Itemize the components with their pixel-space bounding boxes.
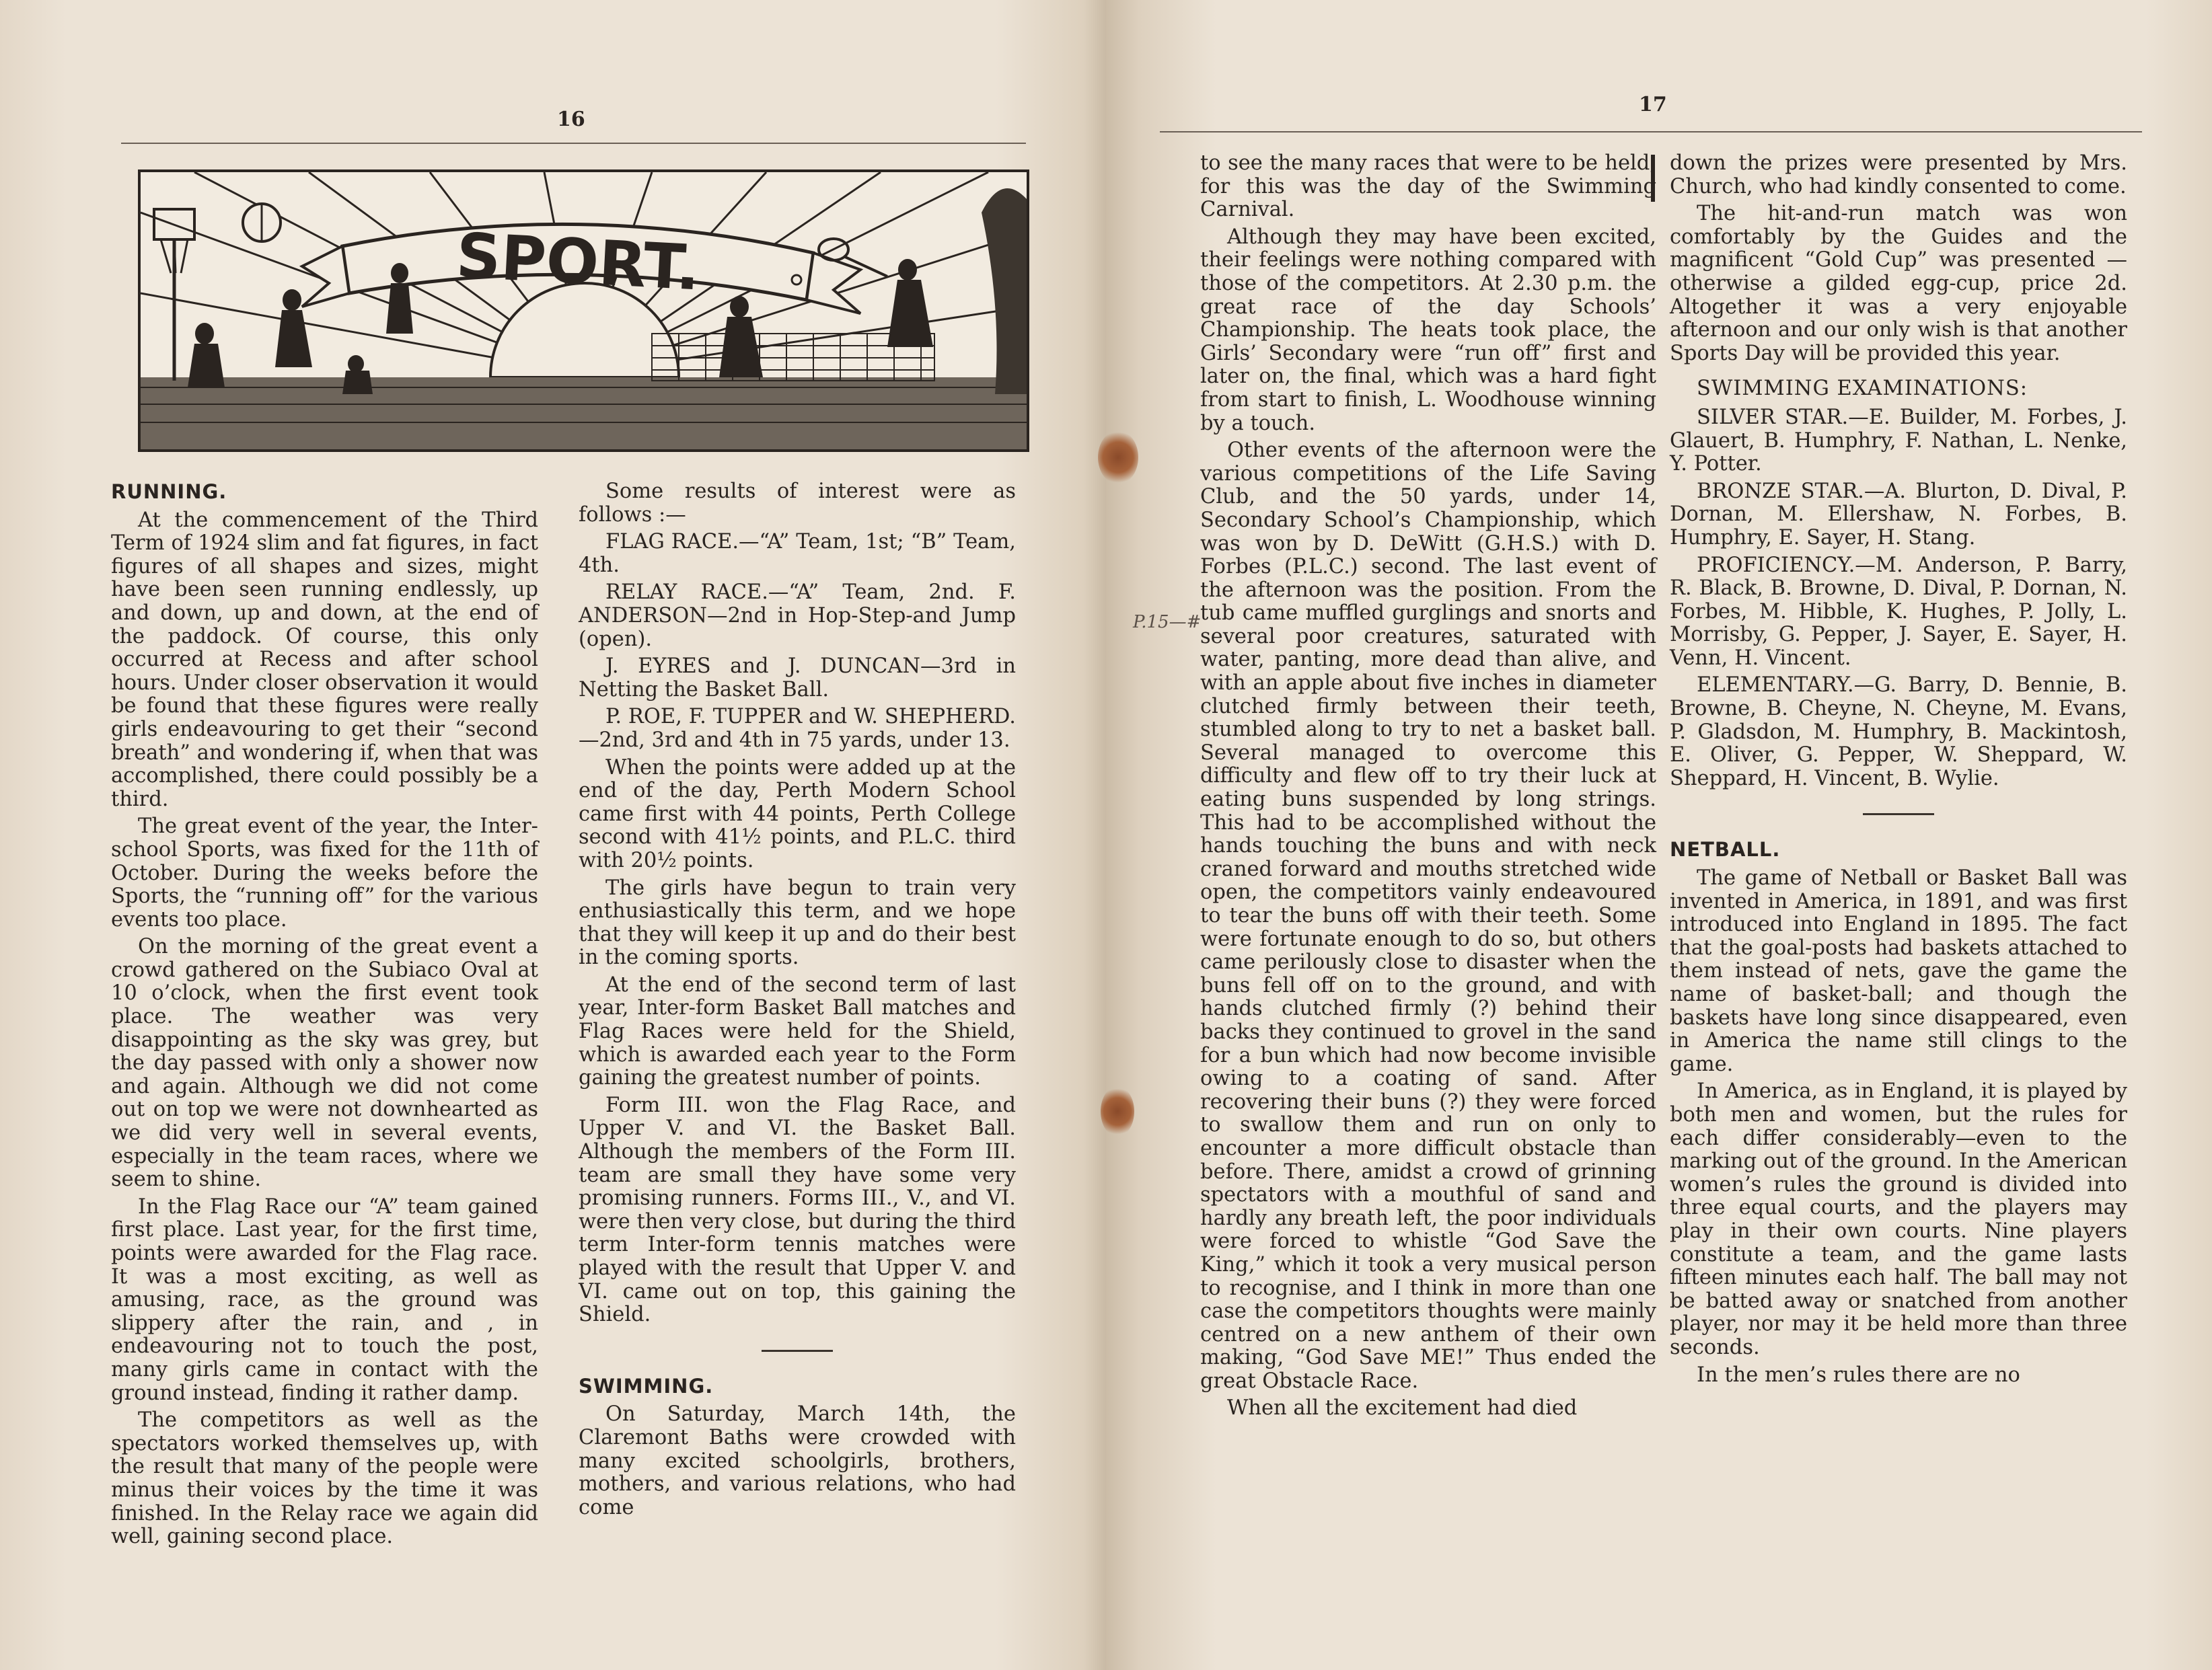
section-divider — [1863, 813, 1934, 815]
paragraph: In America, as in England, it is played by both men and women, but the rules for each differ considerably—even to the marking out of the ground. In the American women’s rules the ground is divided into three equal courts, and the players may play in their own courts. Nine players constitute a team, and the game lasts fifteen minutes each half. The ball may not be batted away or snatched from another player, nor may it be held more than three seconds. — [1670, 1079, 2127, 1359]
header-rule — [1160, 131, 2142, 132]
paragraph: Some results of interest were as follows :— — [579, 480, 1016, 527]
paragraph: When the points were added up at the end of the day, Perth Modern School came first with 44 points, Perth College second with 41½ points, and P.L.C. third with 20½ points. — [579, 755, 1016, 872]
paper-stain — [1098, 430, 1138, 484]
paragraph: At the commencement of the Third Term of 1924 slim and fat figures, in fact figures of all shapes and sizes, might have been seen running endlessly, up and down, up and down, at the end of the paddock. Of course, this only occurred at Recess and after school hours. Under closer observation it would be found that these figures were really girls endeavouring to get their “second breath” and wondering if, when that was accomplished, there could possibly be a third. — [111, 508, 538, 811]
paragraph: P. ROE, F. TUPPER and W. SHEPHERD.—2nd, 3rd and 4th in 75 yards, under 13. — [579, 705, 1016, 752]
section-heading: NETBALL. — [1670, 838, 1781, 862]
margin-note: P.15—# — [1133, 612, 1202, 632]
right-column-1 — [1200, 152, 1656, 1425]
paragraph: The hit-and-run match was won comfortably by the Guides and the magnificent “Gold Cup” was presented —otherwise a gilded egg-cup, price 2d. Altogether it was a very enjoyable afternoon and our only wish is that another Sports Day will be provided this year. — [1670, 202, 2127, 365]
continued-paragraph: to see the many races that were to be held, for this was the day of the Swimming Carnival. — [1200, 151, 1656, 222]
paragraph: SILVER STAR.—E. Builder, M. Forbes, J. Glauert, B. Humphry, F. Nathan, L. Nenke, Y. Potter. — [1670, 405, 2127, 476]
section-heading: RUNNING. — [111, 480, 227, 503]
paragraph: PROFICIENCY.—M. Anderson, P. Barry, R. Black, B. Browne, D. Dival, P. Dornan, N. Forbes, M. Hibble, K. Hughes, P. Jolly, L. Morrisby, G. Pepper, J. Sayer, E. Sayer, H. Venn, H. Vincent. — [1670, 553, 2127, 670]
header-rule — [121, 143, 1026, 144]
left-column-1 — [111, 480, 538, 1553]
paragraph: At the end of the second term of last year, Inter-form Basket Ball matches and Flag Races were held for the Shield, which is awarded each year to the Form gaining the greatest number of points. — [579, 973, 1016, 1090]
paragraph: In the Flag Race our “A” team gained first place. Last year, for the first time, points were awarded for the Flag race. It was a most exciting, as well as amusing, race, as the ground was slippery after the rain, and , in endeavouring not to touch the post, many girls came in contact with the ground instead, finding it rather damp. — [111, 1194, 538, 1405]
paragraph: ELEMENTARY.—G. Barry, D. Bennie, B. Browne, B. Cheyne, N. Cheyne, M. Evans, P. Gladsdon, M. Humphry, B. Mackintosh, E. Oliver, G. Pepper, W. Sheppard, W. Sheppard, H. Vincent, B. Wylie. — [1670, 673, 2127, 790]
left-column-2 — [579, 480, 1016, 1523]
paragraph: In the men’s rules there are no — [1697, 1363, 2020, 1387]
banner-text: SPORT. — [454, 219, 702, 305]
page-number-17: 17 — [1639, 93, 1667, 116]
page-number-16: 16 — [557, 108, 585, 131]
right-column-2 — [1670, 152, 2127, 1391]
paragraph: BRONZE STAR.—A. Blurton, D. Dival, P. Dornan, M. Ellershaw, N. Forbes, B. Humphry, E. Sayer, H. Stang. — [1670, 479, 2127, 549]
section-heading: SWIMMING. — [579, 1374, 714, 1398]
paragraph: Other events of the afternoon were the various competitions of the Life Saving Club, and the 50 yards, under 14, Secondary School’s Championship, which was won by D. DeWitt (G.H.S.) with D. Forbes (P.L.C.) second. The last event of the afternoon was the position. From the tub came muffled gurglings and snorts and several poor creatures, saturated with water, panting, more dead than alive, and with an apple about five inches in diameter clutched firmly between their teeth, stumbled along to try to net a basket ball. Several managed to overcome this difficulty and flew off to try their luck at eating buns suspended by long strings. This had to be accomplished without the hands touching the buns and with neck craned forward and mouths stretched wide open, the competitors vainly endeavoured to tear the buns off with their teeth. Some were fortunate enough to do so, but others came perilously close to disaster when the buns fell off on to the ground, and with hands clutched firmly (?) behind their backs they continued to grovel in the sand for a bun which had now become invisible owing to a coating of sand. After recovering their buns (?) they were forced to swallow them and run on only to encounter a more difficult obstacle than before. There, amidst a crowd of grinning spectators with a mouthful of sand and hardly any breath left, the poor individuals were forced to whistle “God Save the King,” which it took a very musical person to recognise, and I think in more than one case the competitors thoughts were mainly centred on a new anthem of their own making, “God Save ME!” Thus ended the great Obstacle Race. — [1200, 439, 1656, 1393]
paragraph: The competitors as well as the spectators worked themselves up, with the result that many of the people were minus their voices by the time it was finished. In the Relay race we again did well, gaining second place. — [111, 1408, 538, 1549]
subheading: SWIMMING EXAMINATIONS: — [1697, 377, 2028, 401]
paragraph: The great event of the year, the Inter-school Sports, was fixed for the 11th of October. During the weeks before the Sports, the “running off” for the various events too place. — [111, 814, 538, 932]
paragraph: FLAG RACE.—“A” Team, 1st; “B” Team, 4th. — [579, 530, 1016, 577]
paragraph: The game of Netball or Basket Ball was invented in America, in 1891, and was first introduced into England in 1895. The fact that the goal-posts had baskets attached to them instead of nets, gave the game the name of basket-ball; and though the baskets have long since disappeared, even in America the name still clings to the game. — [1670, 866, 2127, 1076]
continued-paragraph: down the prizes were presented by Mrs. Church, who had kindly consented to come. — [1670, 151, 2127, 198]
paragraph: On the morning of the great event a crowd gathered on the Subiaco Oval at 10 o’clock, when the first event took place. The weather was very disappointing as the sky was grey, but the day passed with only a shower now and again. Although we did not come out on top we were not downhearted as we did very well in several events, especially in the team races, where we seem to shine. — [111, 935, 538, 1192]
paragraph: Form III. won the Flag Race, and Upper V. and VI. the Basket Ball. Although the members of the Form III. team are small they have some very promising runners. Forms III., V., and VI. were then very close, but during the third term Inter-form tennis matches were played with the result that Upper V. and VI. came out on top, this gaining the Shield. — [579, 1093, 1016, 1327]
sport-illustration — [138, 169, 1029, 452]
paragraph: The girls have begun to train very enthusiastically this term, and we hope that they will keep it up and do their best in the coming sports. — [579, 876, 1016, 970]
paper-stain — [1101, 1086, 1134, 1137]
paragraph: When all the excitement had died — [1227, 1396, 1578, 1420]
right-page — [1106, 0, 2212, 1670]
sport-illustration-svg — [141, 172, 1027, 449]
paragraph: Although they may have been excited, their feelings were nothing compared with those of the competitors. At 2.30 p.m. the great race of the day Schools’ Championship. The heats took place, the Girls’ Secondary were “run off” first and later on, the final, which was a hard fight from start to finish, L. Woodhouse winning by a touch. — [1200, 225, 1656, 435]
paragraph: RELAY RACE.—“A” Team, 2nd. F. ANDERSON—2nd in Hop-Step-and Jump (open). — [579, 580, 1016, 651]
section-divider — [762, 1350, 833, 1352]
paragraph: J. EYRES and J. DUNCAN—3rd in Netting the Basket Ball. — [579, 654, 1016, 701]
paragraph: On Saturday, March 14th, the Claremont Baths were crowded with many excited schoolgirls, brothers, mothers, and various relations, who had come — [579, 1402, 1016, 1519]
